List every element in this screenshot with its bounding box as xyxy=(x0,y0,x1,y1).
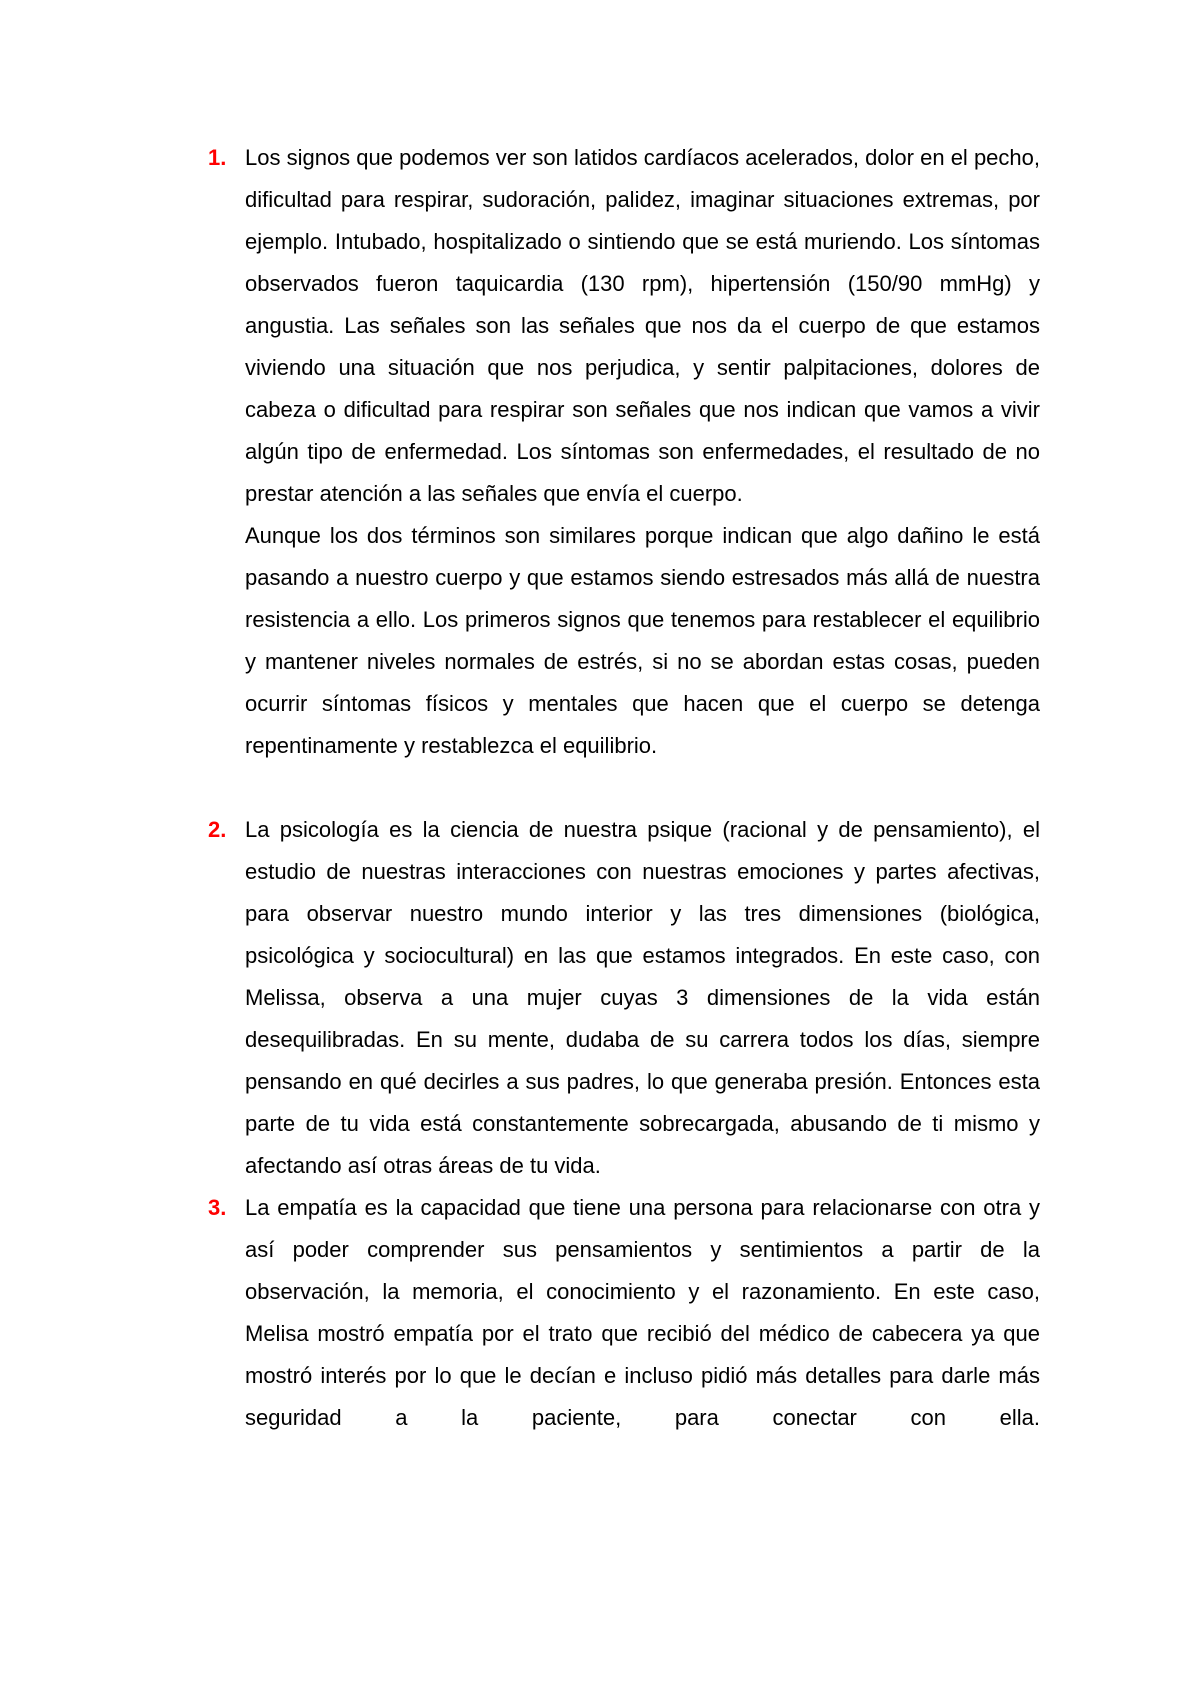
list-item-2 xyxy=(208,809,1040,1187)
numbered-list xyxy=(208,137,1040,1439)
list-number-3: 3. xyxy=(208,1195,227,1220)
list-item-1-paragraph-1: Los signos que podemos ver son latidos cardíacos acelerados, dolor en el pecho, dificultad para respirar, sudoración, palidez, imaginar situaciones extremas, por ejemplo. Intubado, hospitalizado o sintiendo que se está muriendo. Los síntomas observados fueron taquicardia (130 rpm), hipertensión (150/90 mmHg) y angustia. Las señales son las señales que nos da el cuerpo de que estamos viviendo una situación que nos perjudica, y sentir palpitaciones, dolores de cabeza o dificultad para respirar son señales que nos indican que vamos a vivir algún tipo de enfermedad. Los síntomas son enfermedades, el resultado de no prestar atención a las señales que envía el cuerpo. xyxy=(245,145,1040,506)
list-item-3-paragraph-1: La empatía es la capacidad que tiene una persona para relacionarse con otra y así poder comprender sus pensamientos y sentimientos a partir de la observación, la memoria, el conocimiento y el razonamiento. En este caso, Melisa mostró empatía por el trato que recibió del médico de cabecera ya que mostró interés por lo que le decían e incluso pidió más detalles para darle más seguridad a la paciente, para conectar con ella. xyxy=(245,1195,1040,1430)
list-item-1 xyxy=(208,137,1040,767)
list-item-1-paragraph-2: Aunque los dos términos son similares porque indican que algo dañino le está pasando a nuestro cuerpo y que estamos siendo estresados más allá de nuestra resistencia a ello. Los primeros signos que tenemos para restablecer el equilibrio y mantener niveles normales de estrés, si no se abordan estas cosas, pueden ocurrir síntomas físicos y mentales que hacen que el cuerpo se detenga repentinamente y restablezca el equilibrio. xyxy=(245,523,1040,758)
list-number-1: 1. xyxy=(208,145,227,170)
list-number-2: 2. xyxy=(208,817,227,842)
list-item-3 xyxy=(208,1187,1040,1439)
list-item-2-paragraph-1: La psicología es la ciencia de nuestra psique (racional y de pensamiento), el estudio de nuestras interacciones con nuestras emociones y partes afectivas, para observar nuestro mundo interior y las tres dimensiones (biológica, psicológica y sociocultural) en las que estamos integrados. En este caso, con Melissa, observa a una mujer cuyas 3 dimensiones de la vida están desequilibradas. En su mente, dudaba de su carrera todos los días, siempre pensando en qué decirles a sus padres, lo que generaba presión. Entonces esta parte de tu vida está constantemente sobrecargada, abusando de ti mismo y afectando así otras áreas de tu vida. xyxy=(245,817,1040,1178)
